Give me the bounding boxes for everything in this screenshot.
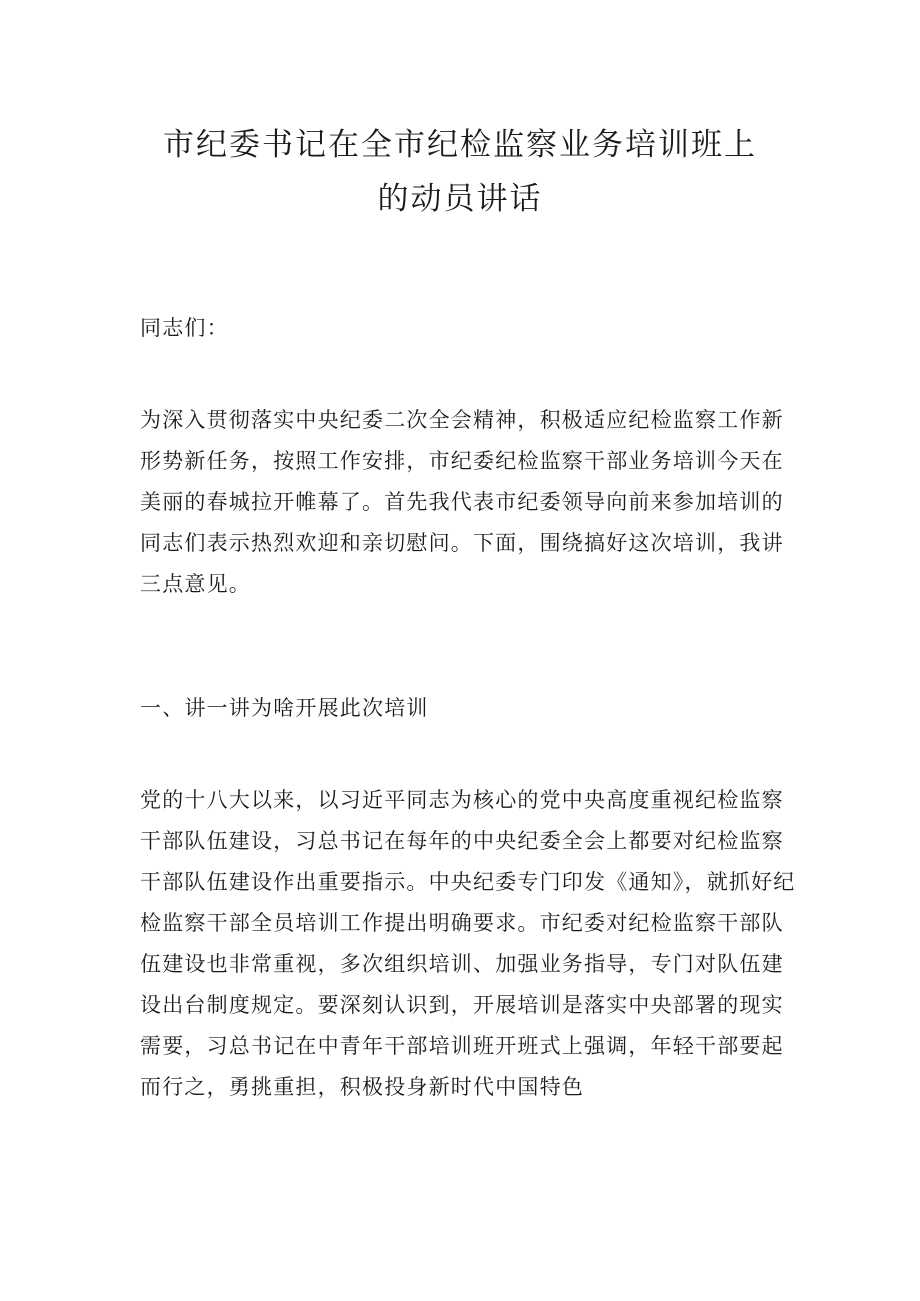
paragraph-intro: 为深入贯彻落实中央纪委二次全会精神，积极适应纪检监察工作新形势新任务，按照工作安排，市纪委纪检监察干部业务培训今天在美丽的春城拉开帷幕了。首先我代表市纪委领导向前来参加培训的同志们表示热烈欢迎和亲切慰问。下面，围绕搞好这次培训，我讲三点意见。 bbox=[140, 408, 784, 596]
title-line-2: 的动员讲话 bbox=[377, 181, 543, 217]
paragraph-section-1: 党的十八大以来，以习近平同志为核心的党中央高度重视纪检监察干部队伍建设，习总书记在每年的中央纪委全会上都要对纪检监察干部队伍建设作出重要指示。中央纪委专门印发《通知》，就抓好纪检监察干部全员培训工作提出明确要求。市纪委对纪检监察干部队伍建设也非常重视，多次组织培训、加强业务指导，专门对队伍建设出台制度规定。要深刻认识到，开展培训是落实中央部署的现实需要，习总书记在中青年干部培训班开班式上强调，年轻干部要起而行之，勇挑重担，积极投身新时代中国特色 bbox=[140, 788, 796, 1099]
title-line-1: 市纪委书记在全市纪检监察业务培训班上 bbox=[163, 127, 757, 163]
section-heading-1: 一、讲一讲为啥开展此次培训 bbox=[140, 696, 429, 720]
greeting: 同志们： bbox=[140, 316, 229, 340]
document-title bbox=[100, 118, 820, 226]
